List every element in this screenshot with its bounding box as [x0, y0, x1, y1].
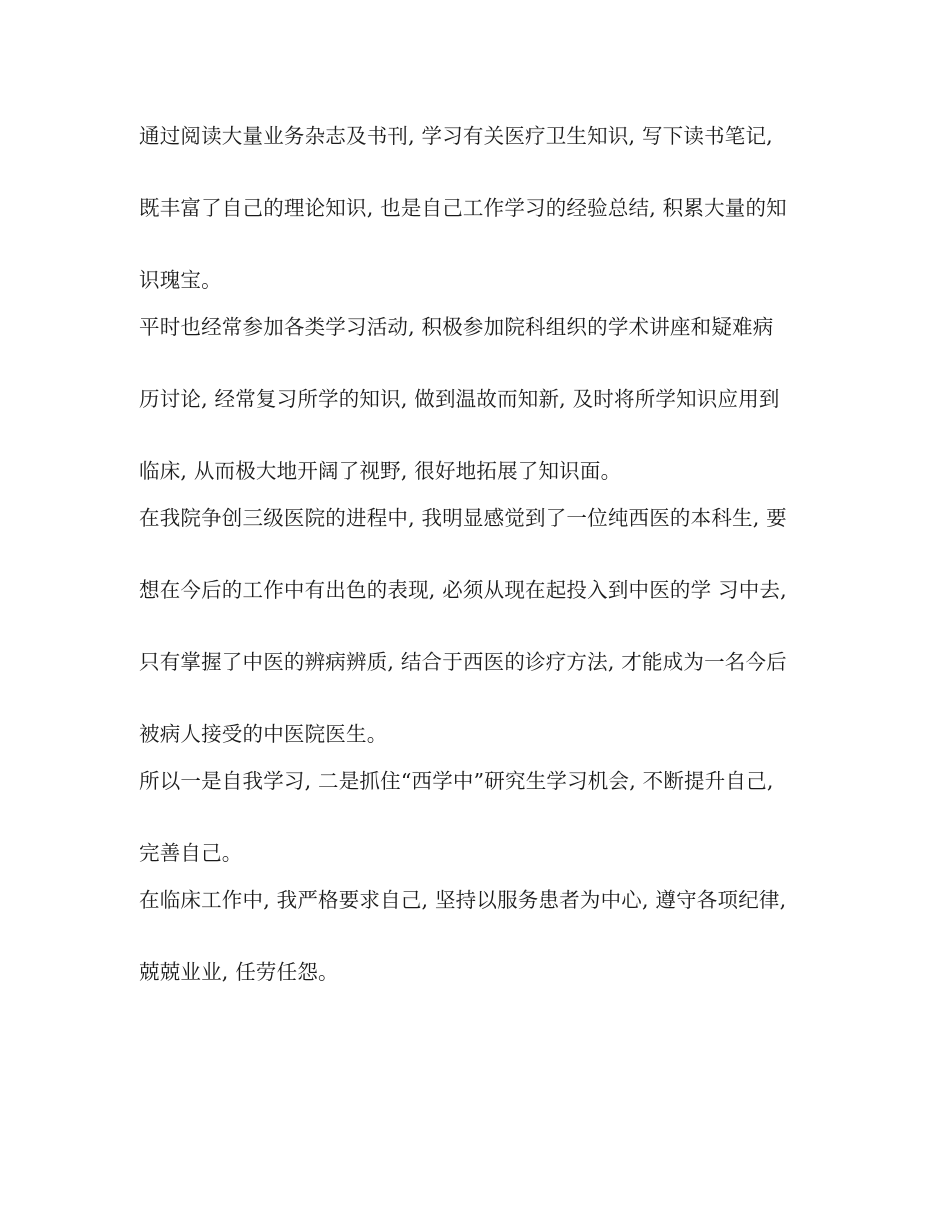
paragraph-line: 既丰富了自己的理论知识, 也是自己工作学习的经验总结, 积累大量的知 [139, 196, 787, 220]
paragraph-line: 所以一是自我学习, 二是抓住“西学中”研究生学习机会, 不断提升自己, [139, 769, 774, 793]
paragraph-3 [139, 504, 829, 749]
paragraph-line: 完善自己。 [139, 841, 243, 865]
paragraph-line: 在临床工作中, 我严格要求自己, 坚持以服务患者为中心, 遵守各项纪律, [139, 888, 787, 912]
paragraph-line: 识瑰宝。 [139, 268, 222, 292]
paragraph-1 [139, 122, 829, 295]
paragraph-2 [139, 313, 829, 486]
document-body [139, 122, 829, 987]
paragraph-line: 历讨论, 经常复习所学的知识, 做到温故而知新, 及时将所学知识应用到 [139, 387, 780, 411]
paragraph-line: 临床, 从而极大地开阔了视野, 很好地拓展了知识面。 [139, 459, 622, 483]
paragraph-line: 平时也经常参加各类学习活动, 积极参加院科组织的学术讲座和疑难病 [139, 315, 774, 339]
paragraph-line: 被病人接受的中医院医生。 [139, 722, 388, 746]
paragraph-line: 兢兢业业, 任劳任怨。 [139, 960, 339, 984]
paragraph-line: 想在今后的工作中有出色的表现, 必须从现在起投入到中医的学 习中去, [139, 578, 787, 602]
paragraph-line: 通过阅读大量业务杂志及书刊, 学习有关医疗卫生知识, 写下读书笔记, [139, 124, 773, 148]
paragraph-4 [139, 767, 829, 868]
paragraph-line: 在我院争创三级医院的进程中, 我明显感觉到了一位纯西医的本科生, 要 [139, 506, 787, 530]
paragraph-line: 只有掌握了中医的辨病辨质, 结合于西医的诊疗方法, 才能成为一名今后 [139, 650, 787, 674]
paragraph-5 [139, 886, 829, 987]
